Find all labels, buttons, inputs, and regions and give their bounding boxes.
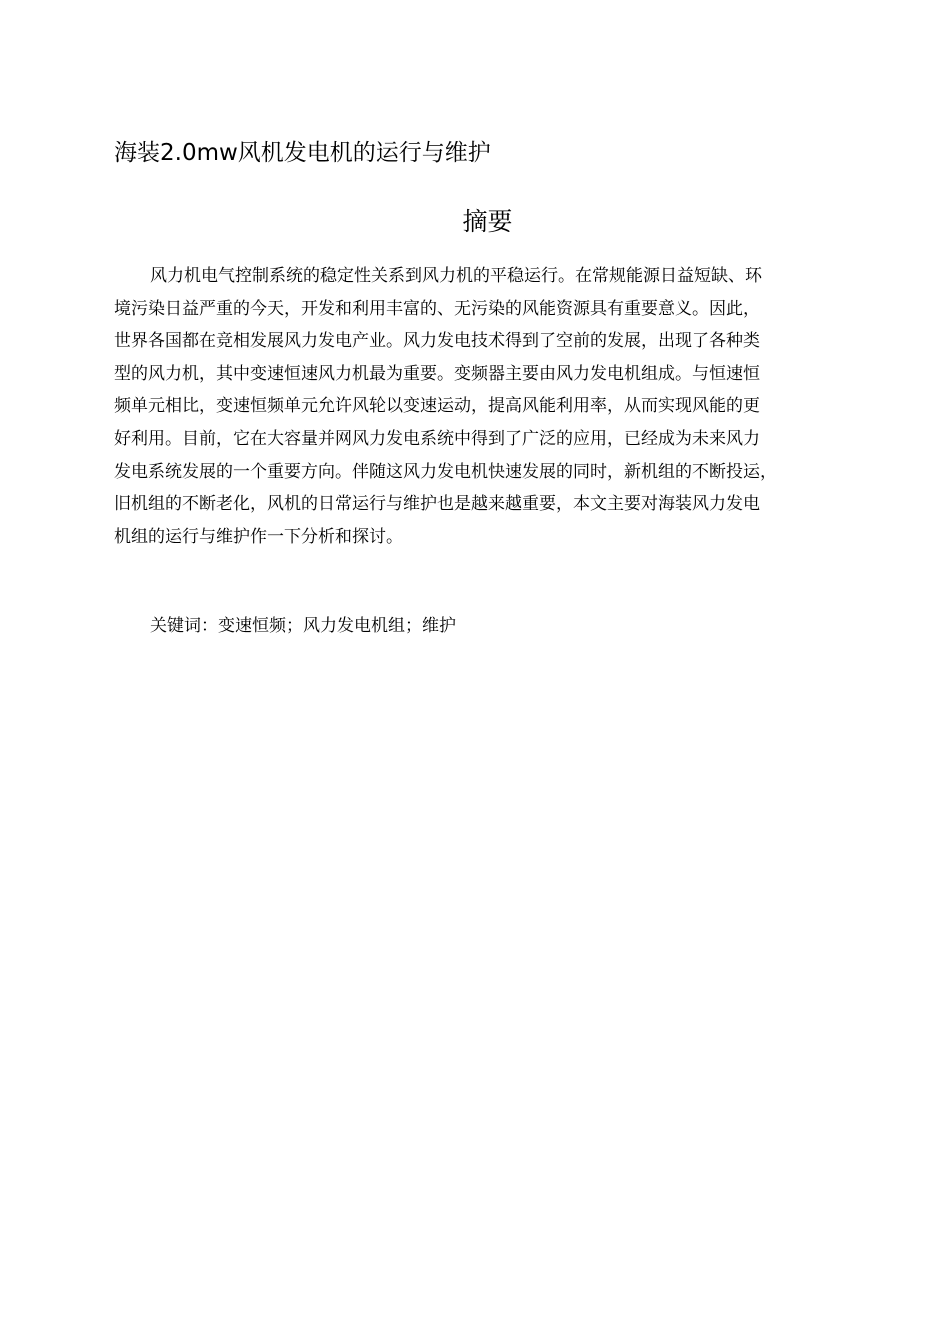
abstract-line: 境污染日益严重的今天，开发和利用丰富的、无污染的风能资源具有重要意义。因此， [114, 298, 760, 319]
abstract-line: 机组的运行与维护作一下分析和探讨。 [114, 526, 403, 547]
abstract-line: 风力机电气控制系统的稳定性关系到风力机的平稳运行。在常规能源日益短缺、环 [150, 266, 762, 286]
document-title: 海装2.0mw风机发电机的运行与维护 [114, 140, 491, 166]
abstract-heading: 摘要 [462, 207, 513, 236]
abstract-line: 频单元相比，变速恒频单元允许风轮以变速运动，提高风能利用率，从而实现风能的更 [114, 396, 760, 417]
keywords-line: 关键词：变速恒频；风力发电机组；维护 [150, 616, 456, 636]
abstract-line: 旧机组的不断老化，风机的日常运行与维护也是越来越重要，本文主要对海装风力发电 [114, 494, 760, 515]
abstract-body [114, 260, 874, 553]
abstract-line: 发电系统发展的一个重要方向。伴随这风力发电机快速发展的同时，新机组的不断投运， [114, 461, 777, 482]
abstract-line: 好利用。目前，它在大容量并网风力发电系统中得到了广泛的应用，已经成为未来风力 [114, 428, 760, 449]
abstract-line: 型的风力机，其中变速恒速风力机最为重要。变频器主要由风力发电机组成。与恒速恒 [114, 363, 760, 384]
abstract-line: 世界各国都在竞相发展风力发电产业。风力发电技术得到了空前的发展，出现了各种类 [114, 331, 760, 352]
